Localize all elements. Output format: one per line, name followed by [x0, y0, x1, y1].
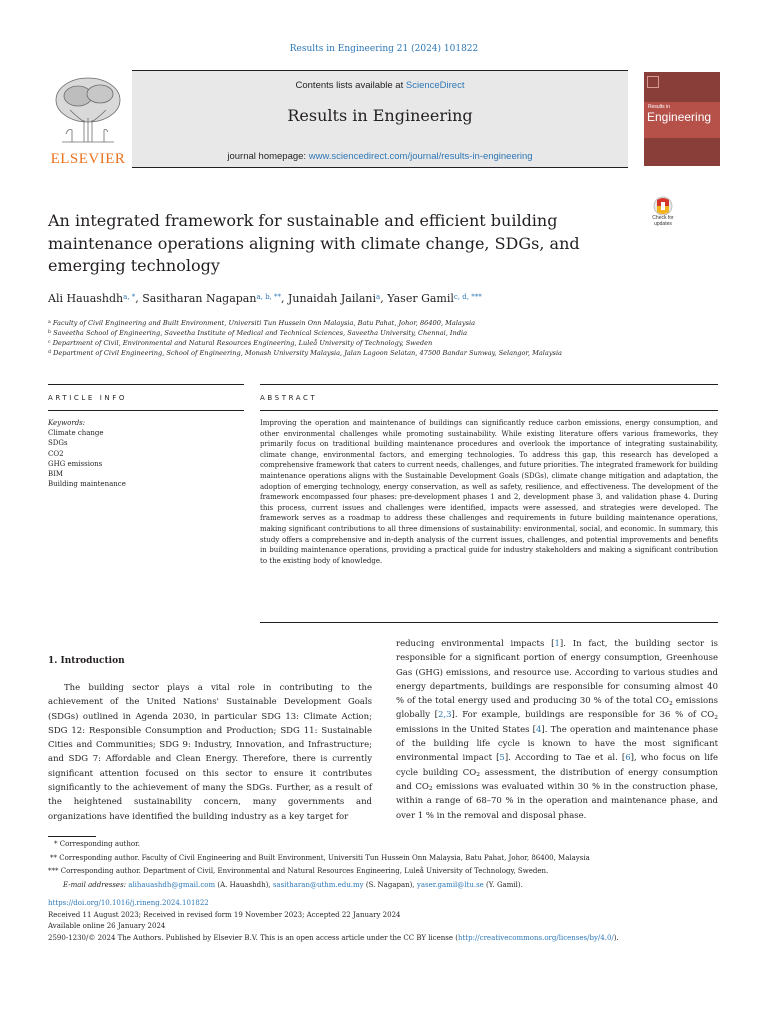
- received-dates: Received 11 August 2023; Received in revised form 19 November 2023; Accepted 22 January 2024: [48, 910, 401, 919]
- email-footnote: [48, 879, 718, 893]
- keyword-item: SDGs: [48, 439, 68, 448]
- email-owner: (S. Nagapan),: [363, 881, 417, 890]
- subscript: 2: [669, 699, 673, 707]
- keyword-item: CO2: [48, 449, 64, 458]
- body-text: assessment, the distribution of energy consumption and CO: [396, 767, 718, 792]
- elsevier-tree-icon: [48, 70, 128, 150]
- author-separator: ,: [281, 292, 289, 305]
- body-text: reducing environmental impacts [: [396, 639, 555, 649]
- title-line-2: maintenance operations aligning with climate change, SDGs, and: [48, 233, 580, 253]
- email-link[interactable]: sasitharan@uthm.edu.my: [272, 881, 364, 890]
- author-name[interactable]: Junaidah Jailani: [288, 292, 377, 305]
- body-text: ]. In fact, the building sector is responsible for a significant portion of energy consumption, Greenhouse Gas (GHG) emissions, and resource use. According to various studies and energy departments, buildings are responsible for consuming almost 40 % of the total energy used and producing 30 % of the total CO: [396, 639, 718, 707]
- affiliation-item: [48, 348, 708, 358]
- journal-cover-thumbnail[interactable]: [644, 72, 720, 166]
- email-owner: (A. Hauashdh),: [215, 881, 273, 890]
- affiliation-text: Faculty of Civil Engineering and Built Environment, Universiti Tun Hussein Onn Malaysia, Batu Pahat, Johor, 86400, Malaysia: [52, 319, 476, 327]
- article-info-top-rule: [48, 384, 244, 385]
- cover-logo-icon: [647, 76, 659, 88]
- author-affiliation-mark[interactable]: a, b, **: [256, 293, 282, 302]
- body-text: emissions globally [: [396, 696, 718, 721]
- check-for-updates-icon: [646, 196, 680, 216]
- footnotes: [48, 838, 718, 893]
- reference-link[interactable]: 2,3: [438, 710, 452, 721]
- body-text: ]. The operation and maintenance phase of the building life cycle is known to have the most significant environmental impact [: [396, 724, 718, 764]
- title-line-1: An integrated framework for sustainable and efficient building: [48, 211, 558, 230]
- author-separator: ,: [135, 292, 143, 305]
- footnote-item: * Corresponding author.: [54, 840, 140, 848]
- check-updates-line1: Check for: [652, 215, 674, 221]
- body-text: emissions in the United States [: [396, 724, 536, 735]
- contents-line: [132, 80, 628, 91]
- license-link[interactable]: http://creativecommons.org/licenses/by/4.0/: [457, 933, 614, 942]
- license-text: 2590-1230/© 2024 The Authors. Published by Elsevier B.V. This is an open access article under the CC BY license (: [48, 933, 458, 942]
- journal-homepage-link[interactable]: www.sciencedirect.com/journal/results-in-engineering: [308, 151, 533, 162]
- keywords-label: Keywords:: [48, 419, 86, 427]
- reference-link[interactable]: 6: [625, 753, 631, 764]
- affiliation-item: [48, 338, 708, 348]
- author-affiliation-mark[interactable]: a, *: [123, 293, 136, 302]
- check-for-updates-label: [646, 215, 680, 227]
- email-link[interactable]: alihauashdh@gmail.com: [128, 881, 216, 890]
- abstract-bottom-rule: [260, 622, 718, 623]
- affiliation-item: [48, 318, 708, 328]
- keyword-item: BIM: [48, 470, 64, 479]
- affiliation-mark: d: [48, 350, 51, 356]
- available-online: Available online 26 January 2024: [48, 922, 166, 930]
- journal-homepage-line: [132, 151, 628, 162]
- publication-info: [48, 898, 728, 944]
- keyword-item: GHG emissions: [48, 459, 103, 468]
- contents-prefix: Contents lists available at: [295, 80, 406, 91]
- article-info-heading: ARTICLE INFO: [48, 394, 127, 402]
- journal-title: Results in Engineering: [287, 106, 473, 125]
- running-head-citation[interactable]: Results in Engineering 21 (2024) 101822: [289, 44, 479, 54]
- author-affiliation-mark[interactable]: a: [376, 293, 381, 302]
- doi-link[interactable]: https://doi.org/10.1016/j.rineng.2024.101822: [48, 899, 209, 907]
- license-text: ).: [613, 933, 619, 942]
- masthead-banner: [132, 70, 628, 168]
- article-title: [48, 210, 608, 278]
- reference-link[interactable]: 5: [499, 753, 505, 764]
- author-list: [48, 292, 688, 305]
- body-text: ]. For example, buildings are responsible for 36 % of CO: [451, 710, 715, 721]
- author-name[interactable]: Yaser Gamil: [387, 292, 454, 305]
- author-separator: ,: [380, 292, 388, 305]
- title-line-3: emerging technology: [48, 256, 220, 275]
- introduction-paragraph-right: [396, 637, 718, 823]
- subscript: 2: [476, 771, 481, 779]
- homepage-prefix: journal homepage:: [227, 151, 309, 162]
- author-name[interactable]: Ali Hauashdh: [48, 292, 124, 305]
- cover-title-text: Engineering: [647, 110, 712, 124]
- journal-masthead: [48, 70, 628, 168]
- footnote-item: *** Corresponding author. Department of Civil, Environmental and Natural Resources Engineering, Luleå University of Technology, Sweden.: [48, 867, 549, 876]
- reference-link[interactable]: 1: [554, 639, 560, 649]
- check-for-updates-badge[interactable]: [646, 196, 680, 232]
- body-text: emissions was evaluated within 30 % in the construction phase, within a range of 68–70 % in the operation and maintenance phase, and over 1 % in the removal and disposal phase.: [396, 781, 718, 821]
- cover-small-text: Results in: [648, 104, 670, 110]
- license-line: [48, 933, 728, 945]
- keywords-block: [48, 418, 244, 489]
- affiliation-mark: c: [48, 340, 51, 346]
- subscript: 2: [428, 785, 433, 793]
- check-updates-line2: updates: [654, 221, 672, 227]
- abstract-heading-rule: [260, 410, 718, 411]
- email-label: E-mail addresses:: [63, 881, 127, 890]
- article-info-heading-rule: [48, 410, 244, 411]
- section-heading-introduction: 1. Introduction: [48, 656, 125, 666]
- body-text: ]. According to Tae et al. [: [504, 753, 626, 764]
- affiliation-mark: b: [48, 330, 51, 336]
- subscript: 2: [714, 713, 718, 721]
- affiliation-list: [48, 318, 708, 358]
- elsevier-wordmark: ELSEVIER: [50, 151, 126, 167]
- affiliation-text: Department of Civil, Environmental and Natural Resources Engineering, Luleå University of Technology, Sweden: [52, 339, 433, 347]
- introduction-paragraph-left: The building sector plays a vital role in contributing to the achievement of the United Nations' Sustainable Development Goals (SDGs) outlined in Agenda 2030, in particular SDG 13: Climate Action; SDG 12: Responsible Consumption and Production; SDG 11: Sustainable Cities and Communities; SDG 9: Industry, Innovation, and Infrastructure; and SDG 7: Affordable and Clean Energy. Therefore, there is currently significant attention focused on this sector to ensure it contributes significantly to the achievement of many the SDGs. Further, as a result of the heightened sustainability concern, many governments and organizations have identified the building industry as a key target for: [48, 683, 372, 822]
- affiliation-mark: a: [48, 320, 51, 326]
- affiliation-text: Department of Civil Engineering, School of Engineering, Monash University Malaysia, Jalan Lagoon Selatan, 47500 Bandar Sunway, Selangor, Malaysia: [53, 349, 562, 357]
- affiliation-item: [48, 328, 708, 338]
- sciencedirect-link[interactable]: ScienceDirect: [405, 80, 465, 91]
- keyword-item: Building maintenance: [48, 480, 126, 489]
- keyword-item: Climate change: [48, 429, 104, 438]
- reference-link[interactable]: 4: [536, 724, 542, 735]
- author-affiliation-mark[interactable]: c, d, ***: [453, 293, 482, 302]
- abstract-heading: ABSTRACT: [260, 394, 318, 402]
- email-link[interactable]: yaser.gamil@ltu.se: [416, 881, 484, 890]
- abstract-top-rule: [260, 384, 718, 385]
- affiliation-text: Saveetha School of Engineering, Saveetha Institute of Medical and Technical Sciences, Saveetha University, Chennai, India: [53, 329, 468, 337]
- elsevier-logo[interactable]: [48, 70, 128, 168]
- footnote-item: ** Corresponding author. Faculty of Civil Engineering and Built Environment, Universiti Tun Hussein Onn Malaysia, Batu Pahat, Johor, 86400, Malaysia: [50, 853, 590, 862]
- body-text: ], who focus on life cycle building CO: [396, 753, 718, 778]
- footnote-rule: [48, 836, 96, 837]
- author-name[interactable]: Sasitharan Nagapan: [142, 292, 257, 305]
- email-owner: (Y. Gamil).: [483, 881, 523, 890]
- abstract-text: Improving the operation and maintenance of buildings can significantly reduce carbon emissions, energy consumption, and other environmental challenges while promoting sustainability. While existing literature offers various frameworks, they primarily focus on traditional building maintenance procedures and overlook the importance of integrating sustainability, climate change, environmental factors, and emerging technologies. To address this gap, this research has developed a comprehensive framework that caters to current needs, challenges, and future priorities. The integrated framework for building maintenance operations aligns with the Sustainable Development Goals (SDGs), climate change mitigation and adaptation, the adoption of emerging technology, energy conservation, as well as safety, resilience, and effectiveness. The development of the framework encompassed four phases: pre-development phases 1 and 2, development phase 3, and validation phase 4. During this process, current issues and challenges were identified, impacts were assessed, and strategies were developed. The framework serves as a roadmap to address these challenges and requirements in future building maintenance operations, making significant contributions to all three dimensions of sustainability: environmental, social, and economic. In summary, this study offers a comprehensive and in-depth analysis of the current issues, challenges, and potential improvements and benefits in building maintenance operations, providing a practical guide for industry stakeholders and making a significant contribution to the existing body of knowledge.: [260, 419, 718, 565]
